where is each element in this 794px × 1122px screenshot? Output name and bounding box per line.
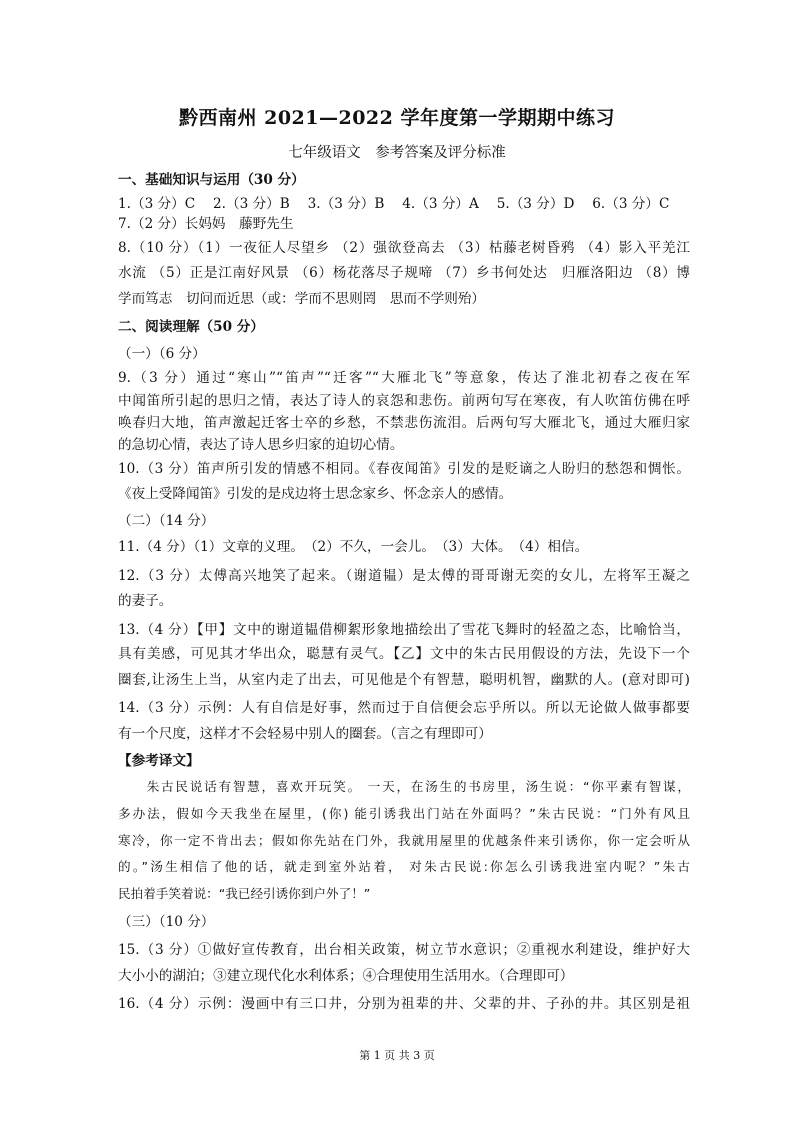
answer-line: 14.（3 分）示例：人有自信是好事，然而过于自信便会忘乎所以。所以无论做人做事都要: [118, 700, 690, 716]
answer-line: 大小小的湖泊；③建立现代化水利体系；④合理使用生活用水。（合理即可）: [118, 968, 574, 984]
answer-line: 9.（3 分）通过“寒山”“笛声”“迁客”“大雁北飞”等意象，传达了淮北初春之夜在军: [118, 370, 690, 386]
page-footer: 第 1 页 共 3 页: [359, 1049, 435, 1062]
translation-line: 的。”汤生相信了他的话，就走到室外站着， 对朱古民说:你怎么引诱我进室内呢？”朱古: [118, 859, 690, 874]
page-subtitle: 七年级语文 参考答案及评分标准: [288, 145, 506, 161]
answer-line: 1.（3 分）C 2.（3 分）B 3.（3 分）B 4.（3 分）A 5.（3 分）D 6.（3 分）C: [118, 196, 670, 212]
page-title: 黔西南州 2021—2022 学年度第一学期期中练习: [179, 107, 615, 129]
answer-line: 具有美感，可见其才华出众，聪慧有灵气。【乙】文中的朱古民用假设的方法，先设下一个: [118, 646, 690, 662]
section-heading: 【参考译文】: [118, 753, 200, 769]
answer-line: 16.（4 分）示例：漫画中有三口井，分别为祖辈的井、父辈的井、子孙的井。其区别是祖: [118, 996, 690, 1012]
section-heading: 一、基础知识与运用（30 分）: [118, 172, 305, 188]
answer-line: 8.（10 分）（1）一夜征人尽望乡 （2）强欲登高去 （3）枯藤老树昏鸦 （4）影入平羌江: [118, 240, 690, 256]
answer-line: 的妻子。: [118, 593, 173, 609]
answer-line: 10.（3 分）笛声所引发的情感不相同。《春夜闻笛》引发的是贬谪之人盼归的愁怨和惆怅。: [118, 461, 690, 477]
answer-line: 学而笃志 切问而近思（或：学而不思则罔 思而不学则殆）: [118, 291, 486, 307]
answer-line: 13.（4 分）【甲】文中的谢道韫借柳絮形象地描绘出了雪花飞舞时的轻盈之态，比喻恰当，: [118, 622, 690, 638]
translation-line: 朱古民说话有智慧，喜欢开玩笑。 一天，在汤生的书房里，汤生说：“你平素有智谋，: [118, 779, 690, 794]
translation-line: 寒冷，你一定不肯出去；假如你先站在门外，我就用屋里的优越条件来引诱你，你一定会听从: [118, 833, 690, 848]
answer-line: 水流 （5）正是江南好风景 （6）杨花落尽子规啼 （7）乡书何处达 归雁洛阳边 （8）博: [118, 265, 690, 281]
subsection-heading: （二）（14 分）: [118, 513, 215, 529]
section-heading: 二、阅读理解（50 分）: [118, 319, 264, 335]
answer-line: 11.（4 分）（1）文章的义理。 （2）不久，一会儿。 （3）大体。 （4）相信。: [118, 539, 589, 555]
answer-line: 有一个尺度，这样才不会轻易中别人的圈套。（言之有理即可）: [118, 726, 492, 742]
answer-line: 中闻笛所引起的思归之情，表达了诗人的哀怨和悲伤。前两句写在寒夜，有人吹笛仿佛在呼: [118, 393, 690, 409]
subsection-heading: （三）（10 分）: [118, 914, 215, 930]
translation-line: 民拍着手笑着说：“我已经引诱你到户外了！”: [118, 886, 371, 901]
answer-line: 的急切心情，表达了诗人思乡归家的迫切心情。: [118, 437, 404, 453]
answer-line: 圈套,让汤生上当，从室内走了出去，可见他是个有智慧，聪明机智，幽默的人。(意对即可): [118, 672, 690, 688]
answer-line: 12.（3 分）太傅高兴地笑了起来。（谢道韫）是太傅的哥哥谢无奕的女儿，左将军王凝之: [118, 568, 690, 584]
answer-line: 15.（3 分）①做好宣传教育，出台相关政策，树立节水意识；②重视水利建设，维护好大: [118, 942, 690, 958]
translation-line: 多办法，假如今天我坐在屋里，(你) 能引诱我出门站在外面吗？”朱古民说：“门外有风且: [118, 806, 690, 821]
answer-line: 唤春归大地，笛声激起迁客士卒的乡愁，不禁悲伤流泪。后两句写大雁北飞，通过大雁归家: [118, 415, 690, 431]
answer-line: 《夜上受降闻笛》引发的是戍边将士思念家乡、怀念亲人的感情。: [118, 486, 513, 502]
answer-line: 7.（2 分）长妈妈 藤野先生: [118, 216, 294, 232]
subsection-heading: （一）（6 分）: [118, 346, 206, 362]
